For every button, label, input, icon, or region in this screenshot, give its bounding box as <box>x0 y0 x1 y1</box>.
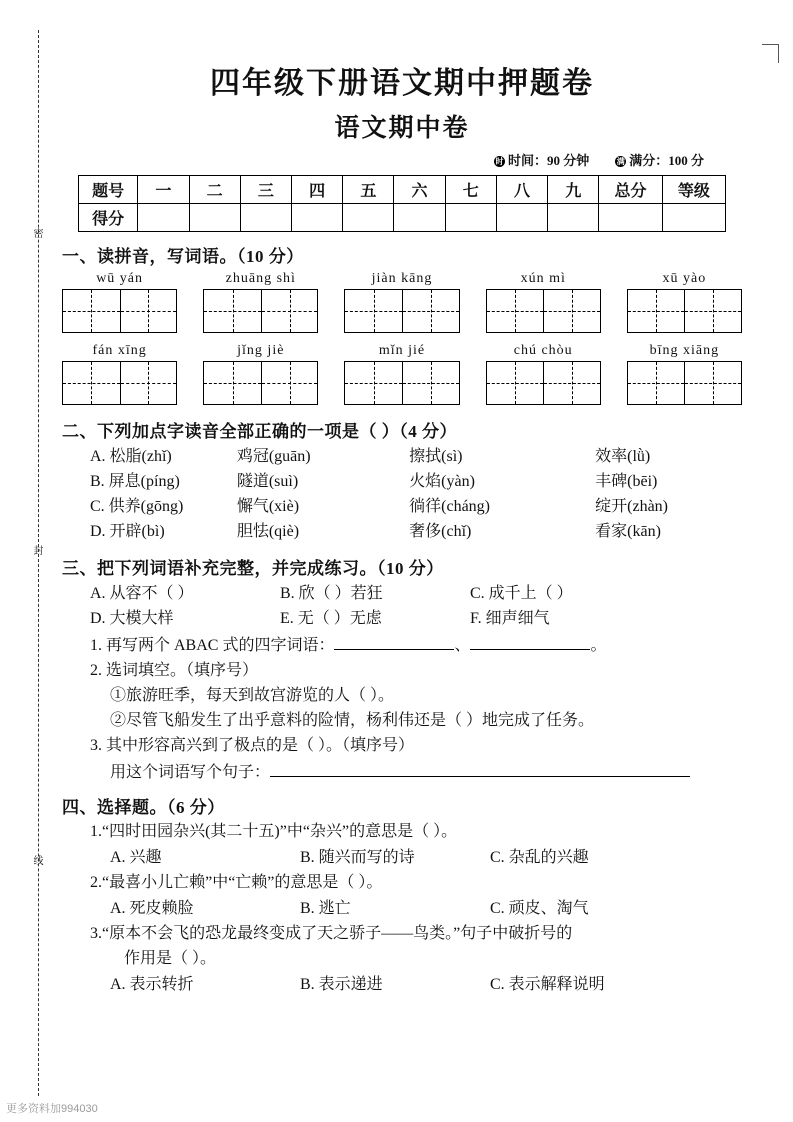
option-item[interactable]: 火焰(yàn) <box>409 473 475 490</box>
option-item[interactable]: D. 开辟(bì) <box>90 523 165 540</box>
pinyin-group <box>486 271 601 333</box>
option-item[interactable]: 徜徉(cháng) <box>409 498 491 515</box>
task-text: 1. 再写两个 ABAC 式的四字词语： <box>90 637 335 654</box>
option-item[interactable]: A. 兴趣 <box>110 849 162 866</box>
task-line: 2. 选词填空。（填序号） <box>90 662 259 679</box>
tianzige-cell[interactable] <box>261 290 318 332</box>
pinyin-group <box>62 271 177 333</box>
page-corner-mark <box>762 44 779 63</box>
section-4-heading: 四、选择题。（6 分） <box>62 798 225 817</box>
time-badge-icon: 时 <box>495 157 504 166</box>
pinyin-label: mǐn jié <box>378 343 426 358</box>
score-badge-icon: 满 <box>616 157 625 166</box>
score-table-header-cell: 九 <box>548 176 599 204</box>
pinyin-label: fán xīng <box>92 343 147 358</box>
pinyin-row-1 <box>62 271 742 333</box>
option-item[interactable]: A. 松脂(zhǐ) <box>90 448 172 465</box>
task-line: 1. 再写两个 ABAC 式的四字词语： 、 。 <box>62 632 742 658</box>
pinyin-group <box>203 271 318 333</box>
score-cell[interactable] <box>343 204 394 232</box>
section-3-heading: 三、把下列词语补充完整，并完成练习。（10 分） <box>62 559 444 578</box>
tianzige-box[interactable] <box>344 289 459 333</box>
score-cell[interactable] <box>189 204 240 232</box>
word-row <box>62 606 742 631</box>
option-item[interactable]: 绽开(zhàn) <box>595 498 669 515</box>
score-table-header-cell: 六 <box>394 176 445 204</box>
score-cell[interactable] <box>445 204 496 232</box>
section-1-heading: 一、读拼音，写词语。（10 分） <box>62 247 304 266</box>
score-table <box>78 175 726 232</box>
word-item[interactable]: D. 大模大样 <box>90 610 174 627</box>
option-row <box>62 469 742 494</box>
pinyin-label: xún mì <box>520 271 566 286</box>
tianzige-cell[interactable] <box>63 290 120 332</box>
tianzige-box[interactable] <box>344 361 459 405</box>
option-item[interactable]: B. 表示递进 <box>300 976 383 993</box>
question-stem: 2.“最喜小儿亡赖”中“亡赖”的意思是（ ）。 <box>90 874 383 891</box>
score-cell[interactable] <box>548 204 599 232</box>
pinyin-label: jiàn kāng <box>371 271 433 286</box>
score-cell[interactable] <box>599 204 662 232</box>
exam-total <box>615 150 704 169</box>
option-item[interactable]: C. 供养(gōng) <box>90 498 184 515</box>
score-table-header-cell: 一 <box>138 176 189 204</box>
exam-total-label: 满分：100 分 <box>629 153 704 168</box>
word-item[interactable]: F. 细声细气 <box>470 610 550 627</box>
pinyin-row-2 <box>62 343 742 405</box>
pinyin-group <box>627 271 742 333</box>
option-item[interactable]: 奢侈(chǐ) <box>409 523 472 540</box>
pinyin-label: chú chòu <box>513 343 573 358</box>
option-item[interactable]: C. 表示解释说明 <box>490 976 605 993</box>
question-stem: 3.“原本不会飞的恐龙最终变成了天之骄子——鸟类。”句子中破折号的 <box>90 925 573 942</box>
pinyin-group <box>627 343 742 405</box>
option-row <box>62 519 742 544</box>
fold-mark-label: 线 <box>31 855 42 865</box>
fold-mark-1 <box>24 228 48 241</box>
answer-blank[interactable] <box>270 759 690 777</box>
option-row <box>62 896 742 921</box>
pinyin-group <box>62 343 177 405</box>
footer-watermark: 更多资料加994030 <box>6 1103 98 1115</box>
option-item[interactable]: 擦拭(sì) <box>409 448 463 465</box>
tianzige-cell[interactable] <box>543 290 600 332</box>
tianzige-cell[interactable] <box>628 362 685 404</box>
score-table-header-cell: 三 <box>240 176 291 204</box>
tianzige-cell[interactable] <box>120 362 177 404</box>
option-item[interactable]: B. 逃亡 <box>300 900 351 917</box>
pinyin-group <box>203 343 318 405</box>
pinyin-label: bīng xiāng <box>649 343 720 358</box>
answer-blank[interactable] <box>334 632 454 650</box>
pinyin-group <box>344 343 459 405</box>
option-row <box>62 494 742 519</box>
tianzige-box[interactable] <box>62 361 177 405</box>
option-item[interactable]: 看家(kān) <box>595 523 661 540</box>
option-item[interactable]: 鸡冠(guān) <box>236 448 311 465</box>
score-table-header-cell: 二 <box>189 176 240 204</box>
score-table-header-cell: 等级 <box>662 176 725 204</box>
option-item[interactable]: B. 随兴而写的诗 <box>300 849 415 866</box>
score-cell[interactable] <box>138 204 189 232</box>
score-table-header-cell: 总分 <box>599 176 662 204</box>
tianzige-cell[interactable] <box>684 362 741 404</box>
option-row <box>62 972 742 997</box>
score-table-header-cell: 题号 <box>79 176 138 204</box>
tianzige-cell[interactable] <box>487 290 544 332</box>
score-table-row-label: 得分 <box>79 204 138 232</box>
tianzige-cell[interactable] <box>402 290 459 332</box>
fold-mark-2 <box>24 545 48 558</box>
score-cell[interactable] <box>662 204 725 232</box>
pinyin-label: jǐng jiè <box>237 343 285 358</box>
option-item[interactable]: A. 表示转折 <box>110 976 194 993</box>
tianzige-cell[interactable] <box>684 290 741 332</box>
task-text: 用这个词语写个句子： <box>110 764 271 781</box>
answer-blank[interactable] <box>470 632 590 650</box>
question-stem-cont: 作用是（ ）。 <box>124 950 217 967</box>
word-item[interactable]: E. 无（ ）无虑 <box>280 610 382 627</box>
tianzige-cell[interactable] <box>628 290 685 332</box>
exam-time-label: 时间：90 分钟 <box>507 153 590 168</box>
pinyin-label: xū yào <box>662 271 707 286</box>
pinyin-label: zhuāng shì <box>225 271 296 286</box>
exam-time <box>494 150 589 169</box>
option-item[interactable]: 效率(lǜ) <box>595 448 651 465</box>
pinyin-label: wū yán <box>96 271 144 286</box>
fold-mark-3 <box>24 855 48 868</box>
question-stem: 1.“四时田园杂兴(其二十五)”中“杂兴”的意思是（ ）。 <box>90 823 458 840</box>
tianzige-box[interactable] <box>62 289 177 333</box>
tianzige-box[interactable] <box>203 361 318 405</box>
fold-mark-label: 密 <box>31 228 42 238</box>
fold-mark-group <box>24 0 52 1122</box>
option-item[interactable]: A. 死皮赖脸 <box>110 900 194 917</box>
tianzige-cell[interactable] <box>204 362 261 404</box>
exam-meta <box>62 150 742 169</box>
word-item[interactable]: B. 欣（ ）若狂 <box>280 585 383 602</box>
task-line: ②尽管飞船发生了出乎意料的险情，杨利伟还是（ ）地完成了任务。 <box>110 712 595 729</box>
table-row <box>79 176 726 204</box>
section-2-heading: 二、下列加点字读音全部正确的一项是（ ）（4 分） <box>62 422 457 441</box>
score-cell[interactable] <box>394 204 445 232</box>
option-item[interactable]: 懈气(xiè) <box>236 498 300 515</box>
tianzige-cell[interactable] <box>487 362 544 404</box>
score-table-header-cell: 八 <box>496 176 547 204</box>
table-row <box>79 204 726 232</box>
tianzige-box[interactable] <box>486 289 601 333</box>
page-subtitle: 语文期中卷 <box>334 115 470 142</box>
option-item[interactable]: C. 杂乱的兴趣 <box>490 849 589 866</box>
word-item[interactable]: C. 成千上（ ） <box>470 585 573 602</box>
tianzige-box[interactable] <box>486 361 601 405</box>
option-item[interactable]: 隧道(suì) <box>236 473 299 490</box>
word-item[interactable]: A. 从容不（ ） <box>90 585 194 602</box>
score-cell[interactable] <box>291 204 342 232</box>
tianzige-cell[interactable] <box>63 362 120 404</box>
score-table-header-cell: 五 <box>343 176 394 204</box>
score-table-header-cell: 四 <box>291 176 342 204</box>
paper-content <box>62 40 742 997</box>
tianzige-cell[interactable] <box>204 290 261 332</box>
tianzige-box[interactable] <box>627 361 742 405</box>
score-table-header-cell: 七 <box>445 176 496 204</box>
option-item[interactable]: B. 屏息(píng) <box>90 473 180 490</box>
tianzige-cell[interactable] <box>345 362 402 404</box>
pinyin-group <box>486 343 601 405</box>
tianzige-box[interactable] <box>627 289 742 333</box>
task-line <box>62 759 742 785</box>
pinyin-group <box>344 271 459 333</box>
option-item[interactable]: C. 顽皮、淘气 <box>490 900 589 917</box>
score-cell[interactable] <box>496 204 547 232</box>
task-line: 3. 其中形容高兴到了极点的是（ ）。（填序号） <box>90 737 415 754</box>
tianzige-cell[interactable] <box>345 290 402 332</box>
option-row <box>62 444 742 469</box>
tianzige-cell[interactable] <box>543 362 600 404</box>
tianzige-cell[interactable] <box>120 290 177 332</box>
fold-mark-label: 封 <box>31 545 42 555</box>
score-cell[interactable] <box>240 204 291 232</box>
word-row <box>62 581 742 606</box>
option-row <box>62 845 742 870</box>
option-item[interactable]: 丰碑(bēi) <box>595 473 658 490</box>
option-item[interactable]: 胆怯(qiè) <box>236 523 300 540</box>
tianzige-cell[interactable] <box>261 362 318 404</box>
tianzige-cell[interactable] <box>402 362 459 404</box>
tianzige-box[interactable] <box>203 289 318 333</box>
task-line: ①旅游旺季，每天到故宫游览的人（ ）。 <box>110 687 395 704</box>
page-title: 四年级下册语文期中押题卷 <box>210 67 594 100</box>
